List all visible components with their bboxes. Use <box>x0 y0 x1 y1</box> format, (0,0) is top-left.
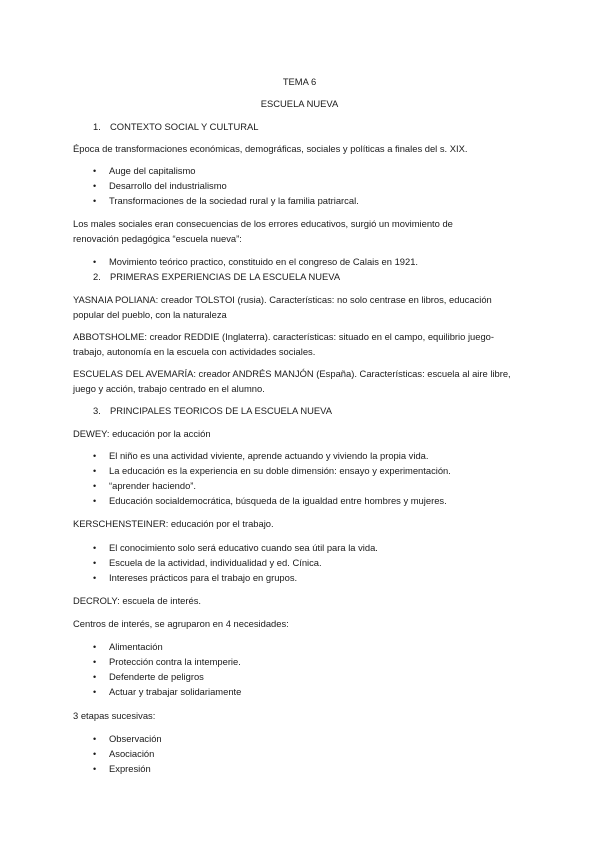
topic-number: TEMA 6 <box>282 76 317 87</box>
bullet-icon: • <box>93 466 97 476</box>
section-number: 1. <box>93 121 101 132</box>
bullet-icon: • <box>93 764 97 774</box>
section-number: 2. <box>93 271 101 282</box>
list-item-text: Educación socialdemocrática, búsqueda de la igualdad entre hombres y mujeres. <box>109 495 447 506</box>
list-item-text: Intereses prácticos para el trabajo en grupos. <box>109 572 298 583</box>
list-item-text: Escuela de la actividad, individualidad y ed. Cínica. <box>109 557 322 568</box>
bullet-icon: • <box>93 672 97 682</box>
list-item-text: Defenderte de peligros <box>109 671 204 682</box>
paragraph-line: renovación pedagógica “escuela nueva”: <box>73 233 242 244</box>
bullet-icon: • <box>93 481 97 491</box>
paragraph: Centros de interés, se agruparon en 4 necesidades: <box>73 618 289 629</box>
list-item <box>93 686 241 698</box>
paragraph: Época de transformaciones económicas, demográficas, sociales y políticas a finales del s. XIX. <box>73 143 468 154</box>
list-item-text: El niño es una actividad viviente, aprende actuando y viviendo la propia vida. <box>109 450 429 461</box>
list-item <box>93 557 322 569</box>
list-item <box>93 180 227 192</box>
bullet-icon: • <box>93 749 97 759</box>
list-item <box>93 572 297 584</box>
list-item-text: Movimiento teórico practico, constituido en el congreso de Calais en 1921. <box>109 256 419 267</box>
section-heading-1 <box>93 121 258 133</box>
list-item <box>93 480 196 492</box>
list-item <box>93 748 154 760</box>
list-item <box>93 495 447 507</box>
list-item-text: Expresión <box>109 763 151 774</box>
paragraph-line: trabajo, autonomía en la escuela con actividades sociales. <box>73 346 316 357</box>
section-title: PRIMERAS EXPERIENCIAS DE LA ESCUELA NUEVA <box>110 271 341 282</box>
list-item <box>93 671 204 683</box>
paragraph-line: popular del pueblo, con la naturaleza <box>73 309 227 320</box>
list-item-text: La educación es la experiencia en su doble dimensión: ensayo y experimentación. <box>109 465 451 476</box>
list-item-text: Observación <box>109 733 162 744</box>
paragraph-line: YASNAIA POLIANA: creador TOLSTOI (rusia). Características: no solo centrase en libros, educación <box>73 294 492 305</box>
list-item-text: Actuar y trabajar solidariamente <box>109 686 242 697</box>
bullet-icon: • <box>93 573 97 583</box>
paragraph-line: ESCUELAS DEL AVEMARÍA: creador ANDRÉS MANJÓN (España). Características: escuela al aire libre, <box>73 368 511 379</box>
paragraph-line: juego y acción, trabajo centrado en el alumno. <box>73 383 265 394</box>
bullet-icon: • <box>93 496 97 506</box>
bullet-icon: • <box>93 181 97 191</box>
bullet-icon: • <box>93 558 97 568</box>
bullet-icon: • <box>93 543 97 553</box>
list-item <box>93 195 359 207</box>
section-heading-3 <box>93 405 332 417</box>
paragraph-line: Los males sociales eran consecuencias de los errores educativos, surgió un movimiento de <box>73 218 453 229</box>
paragraph: 3 etapas sucesivas: <box>73 710 156 721</box>
list-item-text: El conocimiento solo será educativo cuando sea útil para la vida. <box>109 542 378 553</box>
bullet-icon: • <box>93 687 97 697</box>
section-number: 3. <box>93 405 101 416</box>
list-item <box>93 763 151 775</box>
paragraph-line: ABBOTSHOLME: creador REDDIE (Inglaterra). características: situado en el campo, equilibrio juego- <box>73 331 495 342</box>
bullet-icon: • <box>93 196 97 206</box>
section-heading-2 <box>93 271 340 283</box>
list-item <box>93 165 196 177</box>
list-item-text: Alimentación <box>109 641 163 652</box>
list-item-text: Protección contra la intemperie. <box>109 656 241 667</box>
list-item <box>93 656 241 668</box>
list-item-text: Transformaciones de la sociedad rural y la familia patriarcal. <box>109 195 359 206</box>
bullet-icon: • <box>93 257 97 267</box>
paragraph: DEWEY: educación por la acción <box>73 428 211 439</box>
bullet-icon: • <box>93 734 97 744</box>
paragraph: DECROLY: escuela de interés. <box>73 595 202 606</box>
section-title: CONTEXTO SOCIAL Y CULTURAL <box>110 121 259 132</box>
list-item-text: “aprender haciendo”. <box>109 480 197 491</box>
section-title: PRINCIPALES TEORICOS DE LA ESCUELA NUEVA <box>110 405 332 416</box>
bullet-icon: • <box>93 642 97 652</box>
list-item <box>93 542 378 554</box>
list-item <box>93 733 162 745</box>
document-title: ESCUELA NUEVA <box>260 98 339 109</box>
list-item-text: Asociación <box>109 748 155 759</box>
bullet-icon: • <box>93 451 97 461</box>
list-item <box>93 641 163 653</box>
list-item <box>93 465 451 477</box>
list-item-text: Desarrollo del industrialismo <box>109 180 227 191</box>
list-item <box>93 256 418 268</box>
paragraph: KERSCHENSTEINER: educación por el trabajo. <box>73 518 274 529</box>
list-item <box>93 450 428 462</box>
list-item-text: Auge del capitalismo <box>109 165 196 176</box>
bullet-icon: • <box>93 166 97 176</box>
bullet-icon: • <box>93 657 97 667</box>
